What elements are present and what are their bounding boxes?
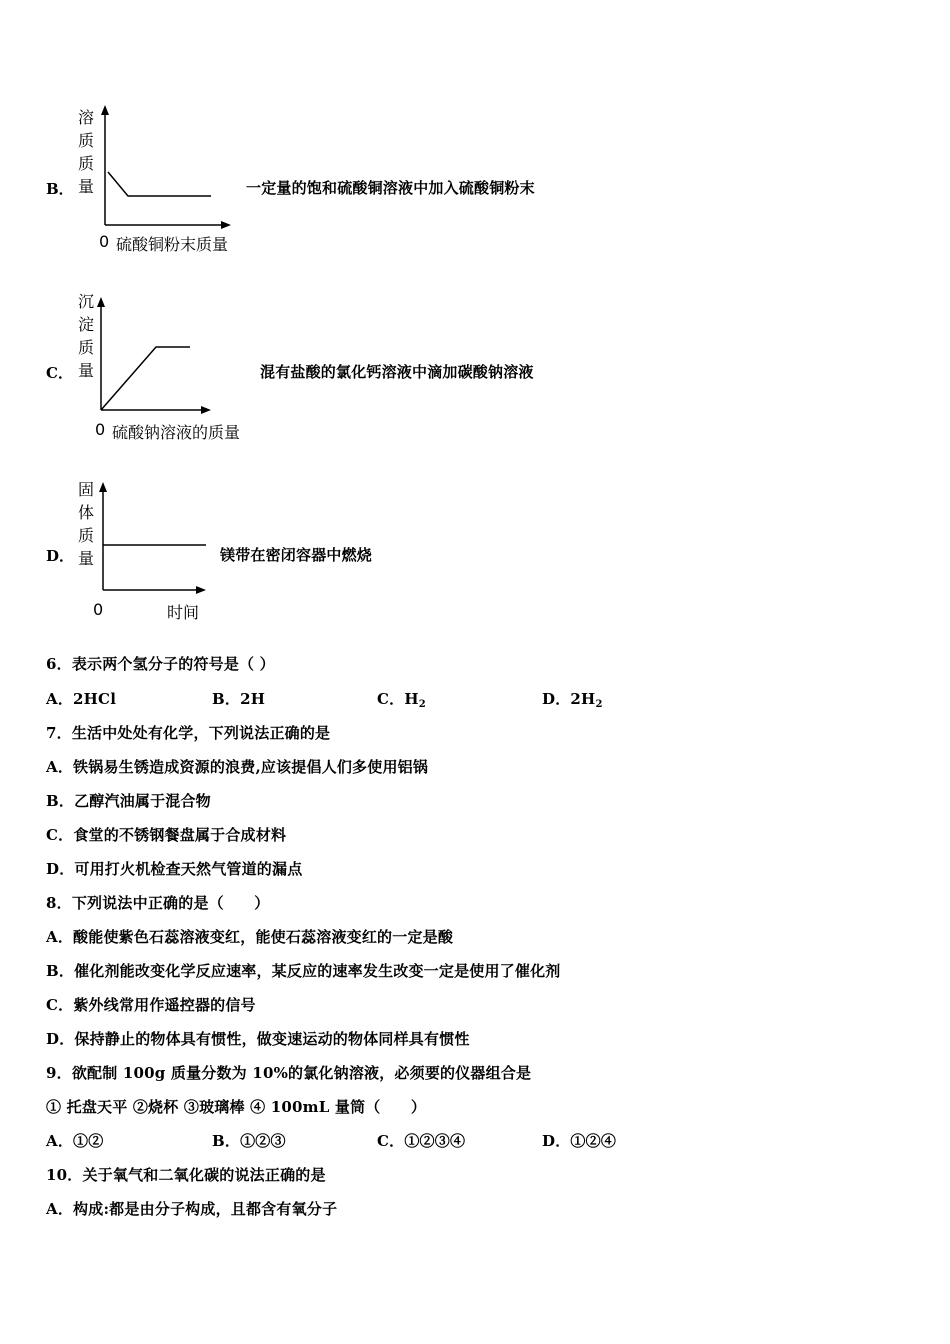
option-text: H [404,690,419,708]
q6-option-b [212,688,265,709]
q8-option-d: D．保持静止的物体具有惯性，做变速运动的物体同样具有惯性 [46,1030,470,1048]
y-axis-char: 质 [77,154,94,173]
graph-b-caption: 一定量的饱和硫酸铜溶液中加入硫酸铜粉末 [246,179,535,197]
y-axis-char: 体 [77,503,94,522]
question-9-stem: 9．欲配制 100g 质量分数为 10%的氯化钠溶液，必须要的仪器组合是 [46,1064,532,1082]
q9-option-d [542,1130,616,1151]
option-text: 2H [570,690,596,708]
subscript: 2 [418,699,426,710]
q7-option-c: C．食堂的不锈钢餐盘属于合成材料 [46,826,287,844]
option-text: 2HCl [73,690,117,708]
y-axis-char: 质 [77,338,94,357]
q6-option-d [542,688,603,710]
y-axis-char: 量 [77,177,94,196]
option-label: B． [212,1132,241,1150]
option-text: ①②④ [570,1132,617,1150]
graph-b-origin: 0 [99,232,110,251]
q9-instruments: ① 托盘天平 ②烧杯 ③玻璃棒 ④ 100mL 量筒（ ） [46,1098,427,1116]
q7-option-b: B．乙醇汽油属于混合物 [46,792,211,810]
graph-d-x-axis-label: 时间 [167,603,200,622]
option-c-label: C． [46,364,73,382]
question-10-stem: 10．关于氧气和二氧化碳的说法正确的是 [46,1166,326,1184]
graph-c-origin: 0 [95,420,106,439]
graph-d-y-arrow-icon [99,482,107,492]
option-text: ①②③ [240,1132,286,1150]
q10-option-a: A．构成:都是由分子构成，且都含有氧分子 [46,1200,338,1218]
q8-option-b: B．催化剂能改变化学反应速率，某反应的速率发生改变一定是使用了催化剂 [46,962,561,980]
graph-d-caption: 镁带在密闭容器中燃烧 [220,546,373,564]
y-axis-char: 固 [77,480,94,499]
y-axis-char: 质 [77,526,94,545]
y-axis-char: 量 [77,549,94,568]
q9-option-c [377,1130,465,1151]
option-text: ①②③④ [404,1132,466,1150]
graph-b-x-axis-label: 硫酸铜粉末质量 [116,235,229,254]
option-label: D． [542,690,571,708]
y-axis-char: 质 [77,131,94,150]
q7-option-d: D．可用打火机检查天然气管道的漏点 [46,860,303,878]
graph-d-origin: 0 [93,600,104,619]
y-axis-char: 淀 [77,315,94,334]
option-label: B． [212,690,241,708]
question-7-stem: 7．生活中处处有化学，下列说法正确的是 [46,724,331,742]
graph-d-x-arrow-icon [196,586,206,594]
y-axis-char: 溶 [77,108,94,127]
q9-option-b [212,1130,286,1151]
option-b-label: B． [46,180,74,198]
option-label: D． [542,1132,571,1150]
option-label: C． [377,690,405,708]
question-6-stem: 6．表示两个氢分子的符号是（ ） [46,655,275,673]
q9-option-a [46,1130,103,1151]
q6-option-c [377,688,426,710]
y-axis-char: 量 [77,361,94,380]
option-label: C． [377,1132,405,1150]
q7-option-a: A．铁锅易生锈造成资源的浪费,应该提倡人们多使用铝锅 [46,758,429,776]
option-d-label: D． [46,547,75,565]
question-8-stem: 8．下列说法中正确的是（ ） [46,894,270,912]
option-label: A． [46,1132,74,1150]
option-label: A． [46,690,74,708]
y-axis-char: 沉 [77,292,94,311]
q6-option-a [46,688,116,709]
option-text: ①② [73,1132,104,1150]
q8-option-c: C．紫外线常用作遥控器的信号 [46,996,256,1014]
graph-c-caption: 混有盐酸的氯化钙溶液中滴加碳酸钠溶液 [260,363,534,381]
q8-option-a: A．酸能使紫色石蕊溶液变红，能使石蕊溶液变红的一定是酸 [46,928,454,946]
option-text: 2H [240,690,266,708]
graph-c-x-axis-label: 硫酸钠溶液的质量 [112,423,241,442]
subscript: 2 [595,699,603,710]
